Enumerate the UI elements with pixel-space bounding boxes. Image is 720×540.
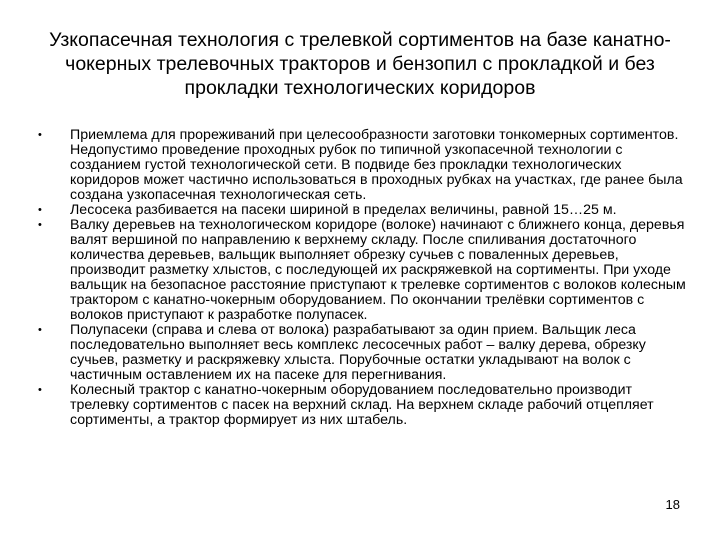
bullet-icon: • — [38, 384, 42, 396]
bullet-list — [38, 128, 688, 428]
bullet-item — [38, 218, 688, 323]
bullet-icon: • — [38, 324, 42, 336]
bullet-text: Валку деревьев на технологическом коридоре (волоке) начинают с ближнего конца, деревья валят вершиной по направлению к верхнему складу. После спиливания достаточного количества деревьев, вальщик выполняет обрезку сучьев с поваленных деревьев, производит разметку хлыстов, с последующей их раскряжевкой на сортименты. При уходе вальщик на безопасное расстояние приступают к трелевке сортиментов с волоков колесным трактором с канатно-чокерным оборудованием. По окончании трелёвки сортиментов с волоков приступают к разработке полупасек. — [70, 217, 686, 323]
bullet-icon: • — [38, 129, 42, 141]
bullet-text: Колесный трактор с канатно-чокерным оборудованием последовательно производит трелевку сортиментов с пасек на верхний склад. На верхнем складе рабочий отцепляет сортименты, а трактор формирует из них штабель. — [70, 382, 654, 428]
bullet-text: Полупасеки (справа и слева от волока) разрабатывают за один прием. Вальщик леса последовательно выполняет весь комплекс лесосечных работ – валку дерева, обрезку сучьев, разметку и раскряжевку хлыста. Порубочные остатки укладывают на волок с частичным оставлением их на пасеке для перегнивания. — [70, 322, 646, 383]
bullet-text: Приемлема для прореживаний при целесообразности заготовки тонкомерных сортиментов. Недопустимо проведение проходных рубок по типичной узкопасечной технологии с созданием густой технологической сети. В подвиде без прокладки технологических коридоров может частично использоваться в проходных рубках на участках, где ранее была создана узкопасечная технологическая сеть. — [70, 127, 683, 203]
bullet-item — [38, 203, 688, 218]
bullet-item — [38, 128, 688, 203]
bullet-icon: • — [38, 204, 42, 216]
page-number: 18 — [665, 497, 680, 512]
bullet-text: Лесосека разбивается на пасеки шириной в пределах величины, равной 15…25 м. — [70, 202, 617, 218]
bullet-item — [38, 323, 688, 383]
bullet-item — [38, 383, 688, 428]
slide-title: Узкопасечная технология с трелевкой сортиментов на базе канатно-чокерных трелевочных тракторов и бензопил с прокладкой и без прокладки технологических коридоров — [49, 29, 671, 99]
bullet-icon: • — [38, 219, 42, 231]
